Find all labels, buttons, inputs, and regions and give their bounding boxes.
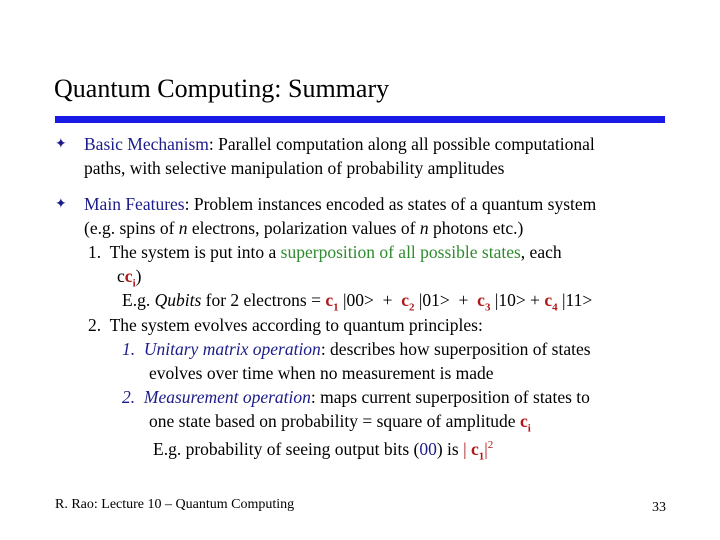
text: (e.g. spins of: [84, 218, 179, 238]
num: 1.: [122, 339, 136, 359]
text: |10> +: [490, 290, 545, 310]
text-line: evolves over time when no measurement is made: [149, 363, 494, 383]
footer: R. Rao: Lecture 10 – Quantum Computing: [55, 497, 295, 512]
text: The system is put into a: [109, 242, 281, 262]
num: 2.: [122, 387, 136, 407]
coef: c: [519, 411, 528, 431]
num: 2.: [88, 315, 102, 335]
text: The system evolves according to quantum principles:: [109, 315, 483, 335]
text: ) is: [436, 438, 464, 459]
diamond-bullet-icon: ✦: [55, 137, 67, 152]
abs-bar: |: [463, 438, 471, 459]
text: : Parallel computation along all possible computational: [208, 134, 595, 154]
text: : describes how superposition of states: [320, 339, 591, 359]
slide-title: Quantum Computing: Summary: [54, 74, 390, 103]
sub-item-2: [122, 387, 590, 407]
page-number: 33: [652, 500, 666, 515]
coef: c: [544, 290, 553, 310]
abs-bar: |: [484, 438, 488, 459]
term: Measurement operation: [143, 387, 311, 407]
text: one state based on probability = square of amplitude: [149, 411, 520, 431]
coef: c: [471, 438, 479, 459]
text: |01> +: [414, 290, 478, 310]
sub: 4: [552, 301, 558, 314]
sub: i: [527, 422, 531, 435]
bits: 00: [419, 438, 437, 459]
sub: 3: [484, 301, 491, 314]
sub-item-1: [122, 339, 591, 359]
qubit-example: [122, 290, 592, 318]
text: photons etc.): [428, 218, 524, 238]
item-1: [88, 242, 562, 262]
text-line: paths, with selective manipulation of probability amplitudes: [84, 158, 505, 178]
text: , each: [520, 242, 562, 262]
sup: 2: [487, 439, 494, 451]
title-rule: [55, 116, 665, 123]
sub: i: [132, 277, 136, 290]
var: n: [419, 218, 429, 238]
text: for 2 electrons =: [201, 290, 326, 310]
text: : Problem instances encoded as states of a quantum system: [184, 194, 597, 214]
diamond-bullet-icon: ✦: [55, 197, 67, 212]
item-2: [88, 315, 483, 335]
text: ): [135, 266, 142, 286]
text-line: [84, 218, 523, 238]
text: : maps current superposition of states to: [310, 387, 590, 407]
term: Main Features: [84, 194, 185, 214]
text: c: [117, 266, 125, 286]
sub: 2: [409, 301, 415, 314]
coef: c: [325, 290, 334, 310]
text: E.g. probability of seeing output bits (: [153, 438, 420, 459]
text: E.g.: [122, 290, 155, 310]
var: n: [178, 218, 188, 238]
text: |00> +: [338, 290, 402, 310]
coef: c: [124, 266, 133, 286]
coef: c: [401, 290, 410, 310]
bullet-basic-mechanism: [84, 134, 595, 154]
sub: 1: [333, 301, 339, 314]
text: |11>: [557, 290, 593, 310]
bullet-main-features: [84, 194, 596, 214]
sub: 1: [478, 450, 485, 463]
highlight: superposition of all possible states: [280, 242, 521, 262]
num: 1.: [88, 242, 102, 262]
coef: c: [477, 290, 485, 310]
text: electrons, polarization values of: [187, 218, 420, 238]
probability-example: [153, 435, 493, 466]
term: Unitary matrix operation: [143, 339, 321, 359]
term: Basic Mechanism: [84, 134, 209, 154]
term: Qubits: [154, 290, 202, 310]
